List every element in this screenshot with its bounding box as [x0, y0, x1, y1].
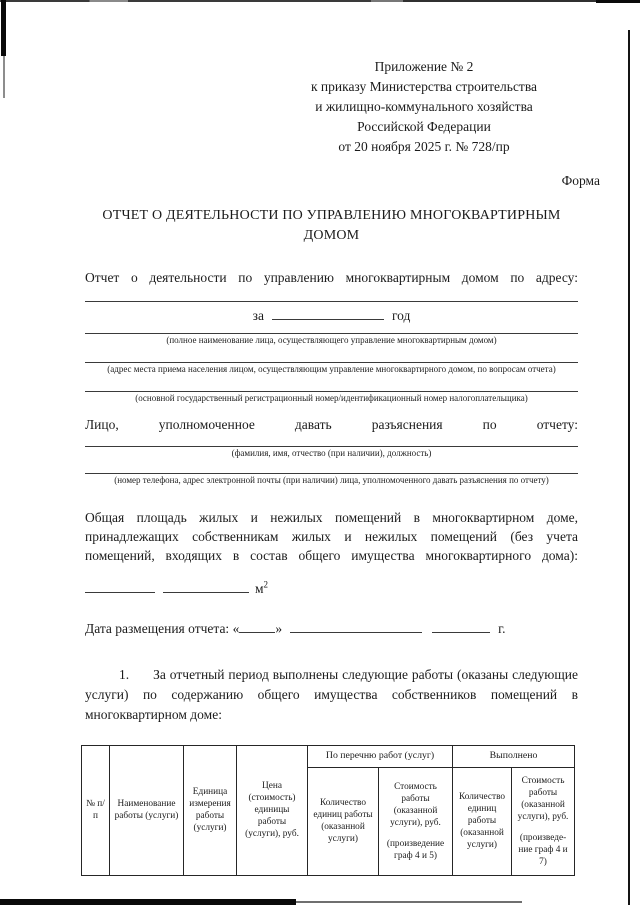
address2-blank-line: [85, 362, 578, 363]
document-content: [85, 0, 600, 876]
spacer: [85, 375, 578, 391]
item-1-paragraph: [85, 665, 578, 725]
open-quote: «: [232, 620, 240, 636]
date-year-blank: [432, 619, 490, 633]
year-line: [85, 306, 578, 324]
caption-company: (полное наименование лица, осуществляющего управление многоквартирным домом): [166, 334, 497, 345]
address-blank-line: [85, 301, 578, 302]
spacer: [85, 346, 578, 362]
caption-phone: (номер телефона, адрес электронной почты (при наличии) лица, уполномоченного давать разъяснения по отчету): [114, 475, 549, 485]
col-header-cost-done: Стоимость работы (оказанной услуги), руб. (произведе-ние граф 4 и 7): [512, 767, 575, 875]
close-quote: »: [275, 620, 283, 636]
ogrn-blank-line: [85, 391, 578, 392]
authorized-person-line: Лицо, уполномоченное давать разъяснения по отчету:: [85, 416, 578, 432]
scan-edge-bottom-faint: [296, 901, 522, 903]
area-blank-1: [85, 579, 155, 593]
intro-paragraph: Отчет о деятельности по управлению многоквартирным домом по адресу:: [85, 270, 578, 285]
publication-date-line: [85, 619, 578, 637]
year-blank: [272, 306, 384, 320]
group-header-completed: Выполнено: [453, 745, 575, 767]
scan-edge-left-faint: [3, 56, 5, 98]
appendix-line: Приложение № 2: [374, 59, 474, 74]
item-1-number: 1.: [119, 666, 130, 682]
area-blank-row: [85, 579, 578, 597]
area-blank-2: [163, 579, 249, 593]
phone-blank-line: [85, 473, 578, 474]
appendix-block: [228, 57, 620, 157]
caption-address: (адрес места приема населения лицом, осуществляющим управление многоквартирного домом, по вопросам отчета): [107, 363, 556, 374]
area-unit: $м^2$: [255, 579, 269, 596]
appendix-line: Российской Федерации: [357, 119, 491, 134]
spacer: [85, 459, 578, 473]
year-suffix: год: [391, 307, 411, 323]
appendix-line: от 20 ноября 2025 г. № 728/пр: [338, 139, 510, 154]
group-header-by-list: По перечню работ (услуг): [308, 745, 453, 767]
col-header-cost-done-note: (произведе-ние граф 4 и 7): [518, 832, 568, 867]
item-1-text: За отчетный период выполнены следующие работы (оказаны следующие услуги) по содержанию общего имущества собственников помещений в многоквартирном доме:: [85, 666, 578, 722]
col-header-number: № п/п: [82, 745, 110, 875]
works-services-table: [81, 745, 575, 876]
area-unit-superscript: 2: [263, 579, 269, 589]
col-header-unit: Единица измерения работы (услуги): [184, 745, 237, 875]
caption-ogrn: (основной государственный регистрационный номер/идентификационный номер налогоплательщика): [135, 392, 528, 403]
scan-edge-bottom: [0, 899, 296, 905]
col-header-qty-listed: Количество единиц работы (оказанной услуги): [308, 767, 379, 875]
date-month-blank: [290, 619, 422, 633]
col-header-qty-done: Количество единиц работы (оказанной услуги): [453, 767, 512, 875]
scan-edge-left: [1, 0, 6, 56]
appendix-line: к приказу Министерства строительства: [310, 79, 538, 94]
date-label: Дата размещения отчета:: [85, 620, 230, 636]
form-label: Форма: [561, 173, 600, 188]
company-blank-line: [85, 333, 578, 334]
scan-edge-top-right: [596, 0, 640, 3]
document-title: ОТЧЕТ О ДЕЯТЕЛЬНОСТИ ПО УПРАВЛЕНИЮ МНОГОКВАРТИРНЫМ ДОМОМ: [102, 208, 561, 243]
col-header-cost-listed-note: (произведение граф 4 и 5): [386, 838, 445, 861]
date-day-blank: [239, 619, 275, 633]
col-header-cost-listed: Стоимость работы (оказанной услуги), руб. (произведение граф 4 и 5): [379, 767, 453, 875]
year-prefix: за: [252, 307, 264, 323]
date-suffix: г.: [498, 620, 506, 636]
scan-edge-right: [628, 30, 630, 905]
caption-fio: (фамилия, имя, отчество (при наличии), должность): [231, 448, 432, 458]
fio-blank-line: [85, 446, 578, 447]
area-paragraph: Общая площадь жилых и нежилых помещений в многоквартирном доме, принадлежащих собственникам жилых и нежилых помещений (без учета помещений, входящих в состав общего имущества многоквартирного дома):: [85, 510, 578, 563]
appendix-line: и жилищно-коммунального хозяйства: [315, 99, 533, 114]
col-header-price: Цена (стоимость) единицы работы (услуги), руб.: [237, 745, 308, 875]
col-header-work-name: Наименование работы (услуги): [110, 745, 184, 875]
